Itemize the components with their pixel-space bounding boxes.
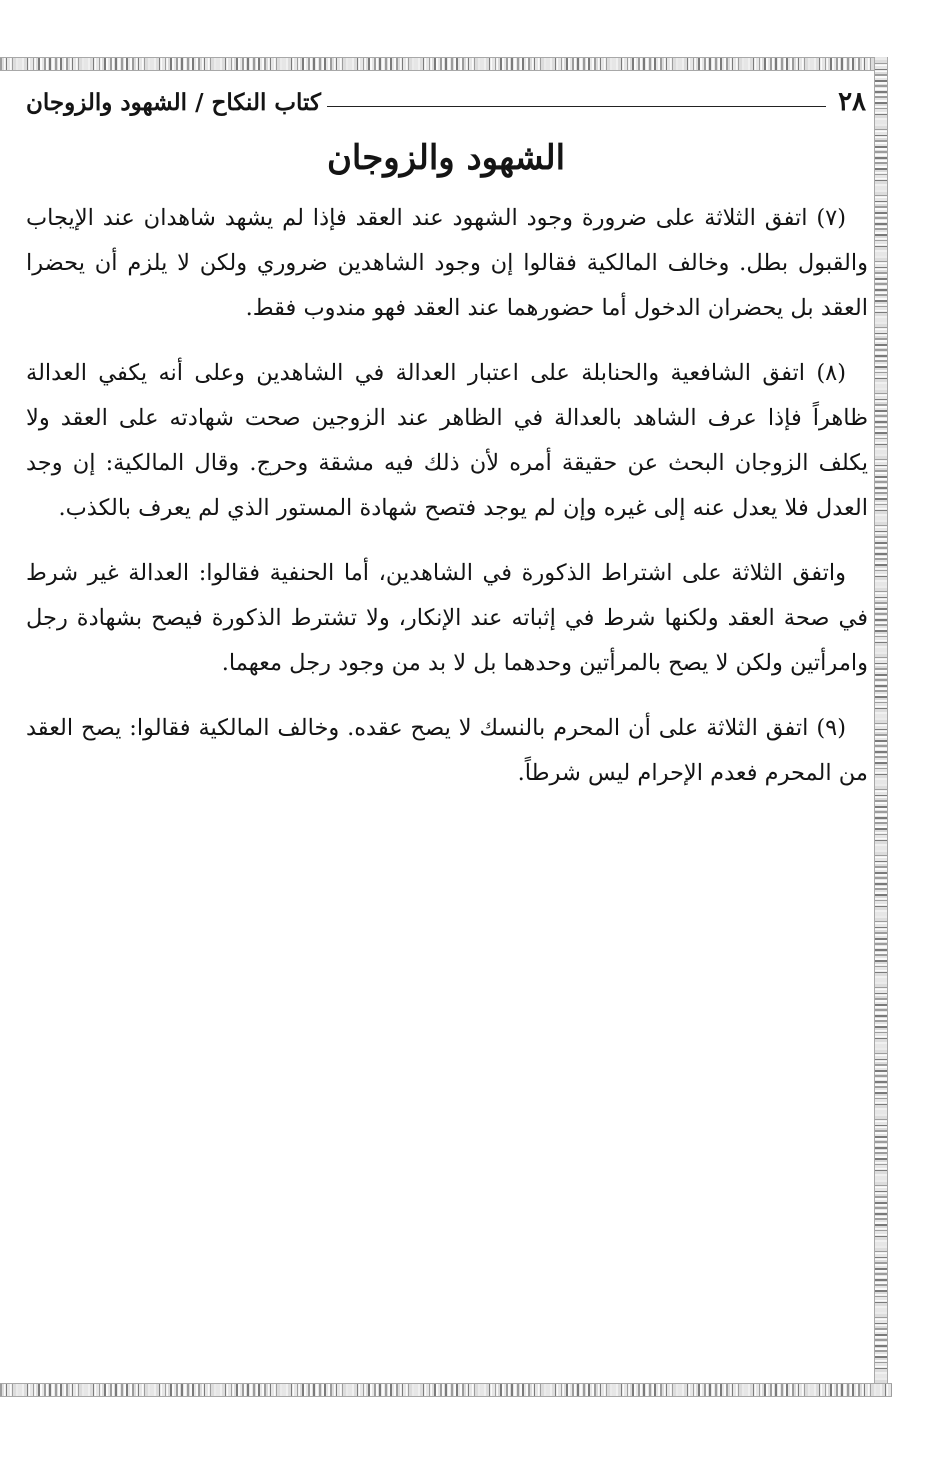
ornamental-border-bottom (0, 1383, 892, 1397)
paragraph-8-continued: واتفق الثلاثة على اشتراط الذكورة في الشاهدين، أما الحنفية فقالوا: العدالة غير شرط في صحة العقد ولكنها شرط في إثباته عند الإنكار، ولا تشترط الذكورة فيصح بشهادة رجل وامرأتين ولكن لا يصح بالمرأتين وحدهما بل لا بد من وجود رجل معهما. (26, 560, 868, 676)
ornamental-border-top (0, 57, 888, 71)
header-rule (327, 106, 826, 107)
running-title: كتاب النكاح / الشهود والزوجان (26, 88, 321, 116)
paragraph-8: (٨) اتفق الشافعية والحنابلة على اعتبار العدالة في الشاهدين وعلى أنه يكفي العدالة ظاهراً فإذا عرف الشاهد بالعدالة في الظاهر عند الزوجين صحت شهادته على العقد ولا يكلف الزوجان البحث عن حقيقة أمره لأن ذلك فيه مشقة وحرج. وقال المالكية: إن وجد العدل فلا يعدل عنه إلى غيره وإن لم يوجد فتصح شهادة المستور الذي لم يعرف بالكذب. (26, 360, 868, 521)
page-header (26, 82, 866, 122)
page-number: ٢٨ (838, 87, 866, 117)
ornamental-border-right (874, 57, 888, 1396)
paragraph-7: (٧) اتفق الثلاثة على ضرورة وجود الشهود عند العقد فإذا لم يشهد شاهدان عند الإيجاب والقبول بطل. وخالف المالكية فقالوا إن وجود الشاهدين ضروري ولكن لا يلزم أن يحضرا العقد بل يحضران الدخول أما حضورهما عند العقد فهو مندوب فقط. (26, 205, 868, 321)
section-title: الشهود والزوجان (326, 138, 566, 178)
body-text (26, 196, 868, 816)
paragraph-9: (٩) اتفق الثلاثة على أن المحرم بالنسك لا يصح عقده. وخالف المالكية فقالوا: يصح العقد من المحرم فعدم الإحرام ليس شرطاً. (26, 715, 868, 786)
